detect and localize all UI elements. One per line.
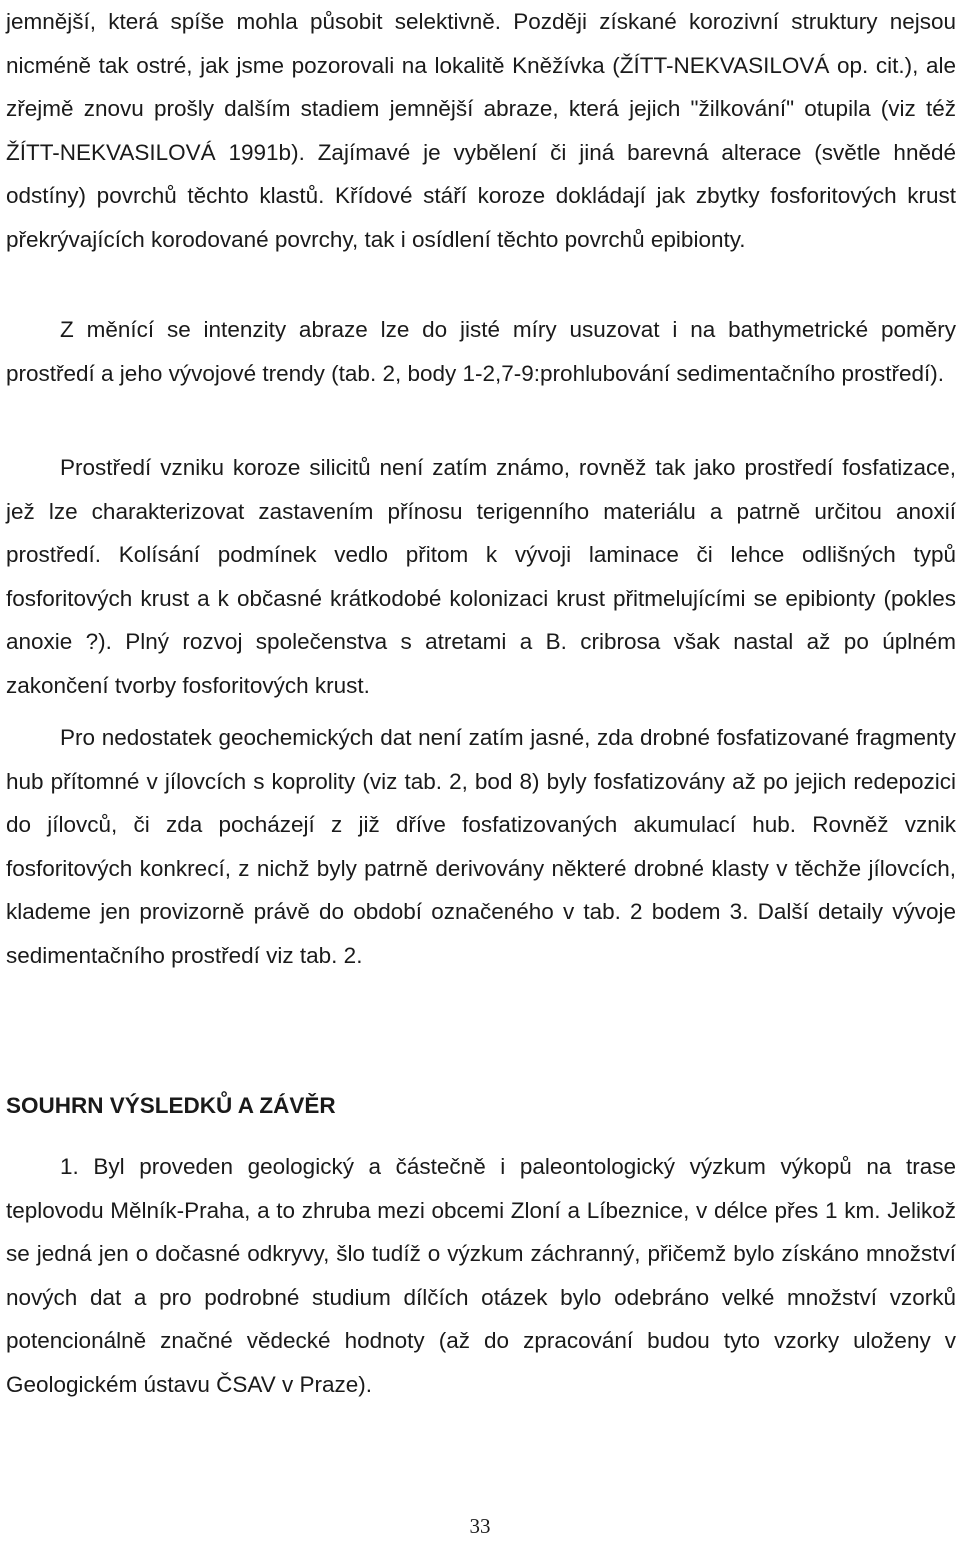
paragraph-geochemical-data: Pro nedostatek geochemických dat není zatím jasné, zda drobné fosfatizované fragmenty hub přítomné v jílovcích s koprolity (viz tab. 2, bod 8) byly fosfatizovány až po jejich redepozici do jílovců, či zda pocházejí z již dříve fosfatizovaných akumulací hub. Rovněž vznik fosforitových konkrecí, z nichž byly patrně derivovány některé drobné klasty v těchže jílovcích, klademe jen provizorně právě do období označeného v tab. 2 bodem 3. Další detaily vývoje sedimentačního prostředí viz tab. 2. xyxy=(6,725,956,968)
paragraph-abrasion: Z měnící se intenzity abraze lze do jisté míry usuzovat i na bathymetrické poměry prostředí a jeho vývojové trendy (tab. 2, body 1-2,7-9:prohlubování sedimentačního prostředí). xyxy=(6,317,956,386)
paragraph-continuation: jemnější, která spíše mohla působit selektivně. Později získané korozivní struktury nejsou nicméně tak ostré, jak jsme pozorovali na lokalitě Kněžívka (ŽÍTT-NEKVASILOVÁ op. cit.), ale zřejmě znovu prošly dalším stadiem jemnější abraze, která jejich "žilkování" otupila (viz též ŽÍTT-NEKVASILOVÁ 1991b). Zajímavé je vybělení či jiná barevná alterace (světle hnědé odstíny) povrchů těchto klastů. Křídové stáří koroze dokládají jak zbytky fosforitových krust překrývajících korodované povrchy, tak i osídlení těchto povrchů epibionty. xyxy=(6,9,956,252)
page-number: 33 xyxy=(469,1514,491,1538)
summary-item-1: 1. Byl proveden geologický a částečně i paleontologický výzkum výkopů na trase teplovodu Mělník-Praha, a to zhruba mezi obcemi Zloní a Líbeznice, v délce přes 1 km. Jelikož se jedná jen o dočasné odkryvy, šlo tudíž o výzkum záchranný, přičemž bylo získáno množství nových dat a pro podrobné studium dílčích otázek bylo odebráno velké množství vzorků potencionálně značné vědecké hodnoty (až do zpracování budou tyto vzorky uloženy v Geologickém ústavu ČSAV v Praze). xyxy=(6,1154,956,1397)
paragraph-corrosion-environment: Prostředí vzniku koroze silicitů není zatím známo, rovněž tak jako prostředí fosfatizace, jež lze charakterizovat zastavením přínosu terigenního materiálu a patrně určitou anoxií prostředí. Kolísání podmínek vedlo přitom k vývoji laminace či lehce odlišných typů fosforitových krust a k občasné krátkodobé kolonizaci krust přitmelujícími se epibionty (pokles anoxie ?). Plný rozvoj společenstva s atretami a B. cribrosa však nastal až po úplném zakončení tvorby fosforitových krust. xyxy=(6,455,956,698)
section-heading: SOUHRN VÝSLEDKŮ A ZÁVĚR xyxy=(6,1093,336,1118)
